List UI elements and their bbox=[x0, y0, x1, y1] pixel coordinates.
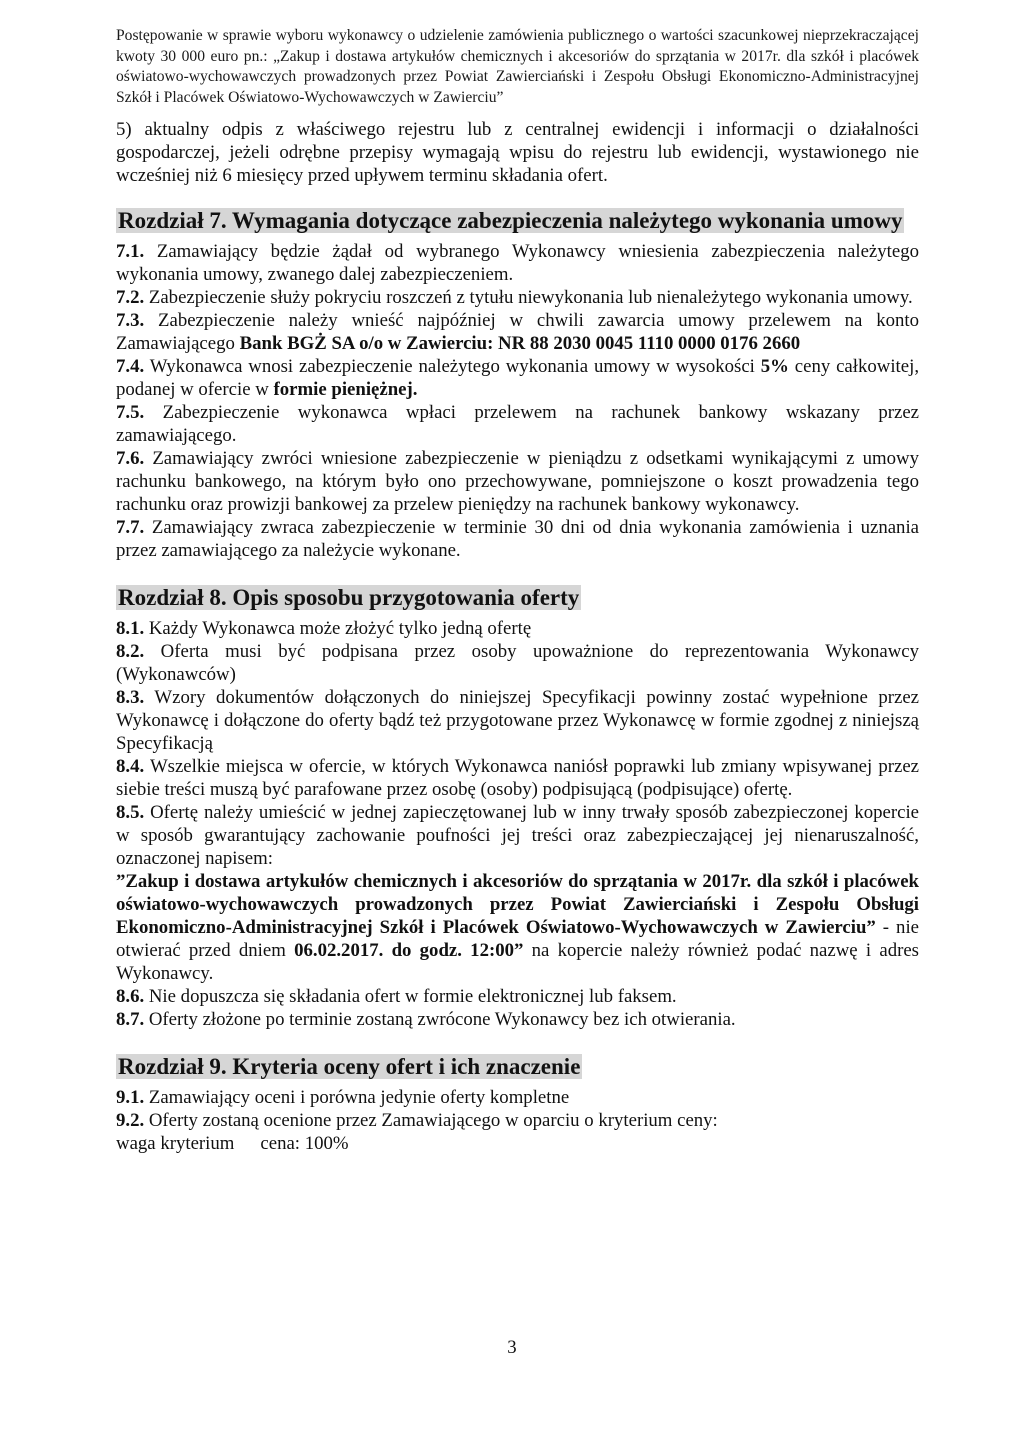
section-8-6 bbox=[116, 985, 919, 1008]
section-number: 7.2. bbox=[116, 287, 145, 309]
section-7-3 bbox=[116, 309, 919, 355]
criteria-label: waga kryterium bbox=[116, 1133, 235, 1155]
section-7-5 bbox=[116, 401, 919, 447]
section-text: Wykonawca wnosi zabezpieczenie należytego wykonania umowy w wysokości bbox=[144, 356, 761, 378]
section-7-4 bbox=[116, 355, 919, 401]
section-number: 7.4. bbox=[116, 356, 145, 378]
chapter-9-heading-wrap bbox=[116, 1053, 919, 1084]
section-number: 7.7. bbox=[116, 517, 145, 539]
section-number: 7.5. bbox=[116, 402, 145, 424]
section-8-7 bbox=[116, 1008, 919, 1031]
payment-form: formie pieniężnej. bbox=[273, 379, 418, 401]
deadline: 06.02.2017. do godz. 12:00” bbox=[294, 940, 524, 962]
criteria-value: cena: 100% bbox=[260, 1133, 349, 1155]
section-text: - nie otwierać przed dniem bbox=[116, 917, 919, 962]
section-number: 9.1. bbox=[116, 1087, 145, 1109]
section-text: na kopercie należy również podać nazwę i adres Wykonawcy. bbox=[116, 940, 919, 985]
document-page bbox=[116, 0, 919, 1155]
percentage: 5% bbox=[760, 356, 789, 378]
section-text: Oferta musi być podpisana przez osoby upoważnione do reprezentowania Wykonawcy (Wykonawców) bbox=[116, 641, 919, 686]
section-text: Ofertę należy umieścić w jednej zapieczętowanej lub w inny trwały sposób zabezpieczonej kopercie w sposób gwarantujący zachowanie poufności jej treści oraz zabezpieczającej jej nienaruszalność, oznaczonej napisem: bbox=[116, 802, 919, 870]
section-number: 8.3. bbox=[116, 687, 145, 709]
section-8-5 bbox=[116, 801, 919, 870]
intro-paragraph: 5) aktualny odpis z właściwego rejestru lub z centralnej ewidencji i informacji o działalności gospodarczej, jeżeli odrębne przepisy wymagają wpisu do rejestru lub ewidencji, wystawionego nie wcześniej niż 6 miesięcy przed upływem terminu składania ofert. bbox=[116, 119, 919, 187]
criteria-weight bbox=[116, 1132, 919, 1155]
section-text: Zamawiający oceni i porówna jedynie oferty kompletne bbox=[144, 1087, 570, 1109]
chapter-9-heading: Rozdział 9. Kryteria oceny ofert i ich znaczenie bbox=[118, 1054, 581, 1080]
section-number: 7.3. bbox=[116, 310, 145, 332]
section-7-2 bbox=[116, 286, 919, 309]
section-text: Wszelkie miejsca w ofercie, w których Wykonawca naniósł poprawki lub zmiany wpisywanej przez siebie treści muszą być parafowane przez osobę (osoby) podpisującą (podpisujące) ofertę. bbox=[116, 756, 919, 801]
section-number: 8.4. bbox=[116, 756, 145, 778]
chapter-8-heading: Rozdział 8. Opis sposobu przygotowania oferty bbox=[118, 585, 580, 611]
section-text: Oferty złożone po terminie zostaną zwrócone Wykonawcy bez ich otwierania. bbox=[144, 1009, 736, 1031]
section-number: 7.6. bbox=[116, 448, 145, 470]
section-number: 8.7. bbox=[116, 1009, 145, 1031]
section-number: 8.6. bbox=[116, 986, 145, 1008]
envelope-title: ”Zakup i dostawa artykułów chemicznych i akcesoriów do sprzątania w 2017r. dla szkół i placówek oświatowo-wychowawczych prowadzonych przez Powiat Zawierciański i Zespołu Obsługi Ekonomiczno-Administracyjnej Szkół i Placówek Oświatowo-Wychowawczych w Zawierciu” bbox=[116, 871, 919, 939]
chapter-8-heading-wrap bbox=[116, 584, 919, 615]
section-text: Zamawiający zwróci wniesione zabezpieczenie w pieniądzu z odsetkami wynikającymi z umowy rachunku bankowego, na którym było ono przechowywane, pomniejszone o koszt prowadzenia tego rachunku oraz prowizji bankowej za przelew pieniędzy na rachunek bankowy wykonawcy. bbox=[116, 448, 919, 516]
section-number: 8.1. bbox=[116, 618, 145, 640]
section-8-2 bbox=[116, 640, 919, 686]
page-number: 3 bbox=[507, 1337, 517, 1358]
section-number: 7.1. bbox=[116, 241, 145, 263]
section-9-1 bbox=[116, 1086, 919, 1109]
section-text: Zamawiający będzie żądał od wybranego Wykonawcy wniesienia zabezpieczenia należytego wykonania umowy, zwanego dalej zabezpieczeniem. bbox=[116, 241, 919, 286]
section-text: Wzory dokumentów dołączonych do niniejszej Specyfikacji powinny zostać wypełnione przez Wykonawcę i dołączone do oferty bądź też przygotowane przez Wykonawcę w formie zgodnej z niniejszą Specyfikacją bbox=[116, 687, 919, 755]
section-text: ceny całkowitej, podanej w ofercie w bbox=[116, 356, 920, 401]
bank-account: Bank BGŻ SA o/o w Zawierciu: NR 88 2030 0045 1110 0000 0176 2660 bbox=[239, 333, 801, 355]
section-text: Nie dopuszcza się składania ofert w formie elektronicznej lub faksem. bbox=[144, 986, 677, 1008]
section-number: 8.2. bbox=[116, 641, 145, 663]
section-8-1 bbox=[116, 617, 919, 640]
section-8-4 bbox=[116, 755, 919, 801]
chapter-7-heading-wrap bbox=[116, 207, 919, 238]
section-text: Zabezpieczenie służy pokryciu roszczeń z tytułu niewykonania lub nienależytego wykonania umowy. bbox=[144, 287, 913, 309]
section-text: Zabezpieczenie wykonawca wpłaci przelewem na rachunek bankowy wskazany przez zamawiającego. bbox=[116, 402, 919, 447]
section-7-1 bbox=[116, 240, 919, 286]
section-text: Zabezpieczenie należy wnieść najpóźniej w chwili zawarcia umowy przelewem na konto Zamawiającego bbox=[116, 310, 919, 355]
envelope-label bbox=[116, 870, 919, 985]
section-number: 9.2. bbox=[116, 1110, 145, 1132]
section-7-6 bbox=[116, 447, 919, 516]
section-9-2 bbox=[116, 1109, 919, 1132]
section-7-7 bbox=[116, 516, 919, 562]
section-text: Zamawiający zwraca zabezpieczenie w terminie 30 dni od dnia wykonania zamówienia i uznania przez zamawiającego za należycie wykonane. bbox=[116, 517, 919, 562]
section-text: Oferty zostaną ocenione przez Zamawiającego w oparciu o kryterium ceny: bbox=[144, 1110, 718, 1132]
section-8-3 bbox=[116, 686, 919, 755]
chapter-7-heading: Rozdział 7. Wymagania dotyczące zabezpieczenia należytego wykonania umowy bbox=[118, 208, 903, 234]
document-header: Postępowanie w sprawie wyboru wykonawcy o udzielenie zamówienia publicznego o wartości szacunkowej nieprzekraczającej kwoty 30 000 euro pn.: „Zakup i dostawa artykułów chemicznych i akcesoriów do sprzątania w 2017r. dla szkół i placówek oświatowo-wychowawczych prowadzonych przez Powiat Zawierciański i Zespołu Obsługi Ekonomiczno-Administracyjnej Szkół i Placówek Oświatowo-Wychowawczych w Zawierciu” bbox=[116, 27, 919, 106]
section-number: 8.5. bbox=[116, 802, 145, 824]
section-text: Każdy Wykonawca może złożyć tylko jedną ofertę bbox=[144, 618, 532, 640]
